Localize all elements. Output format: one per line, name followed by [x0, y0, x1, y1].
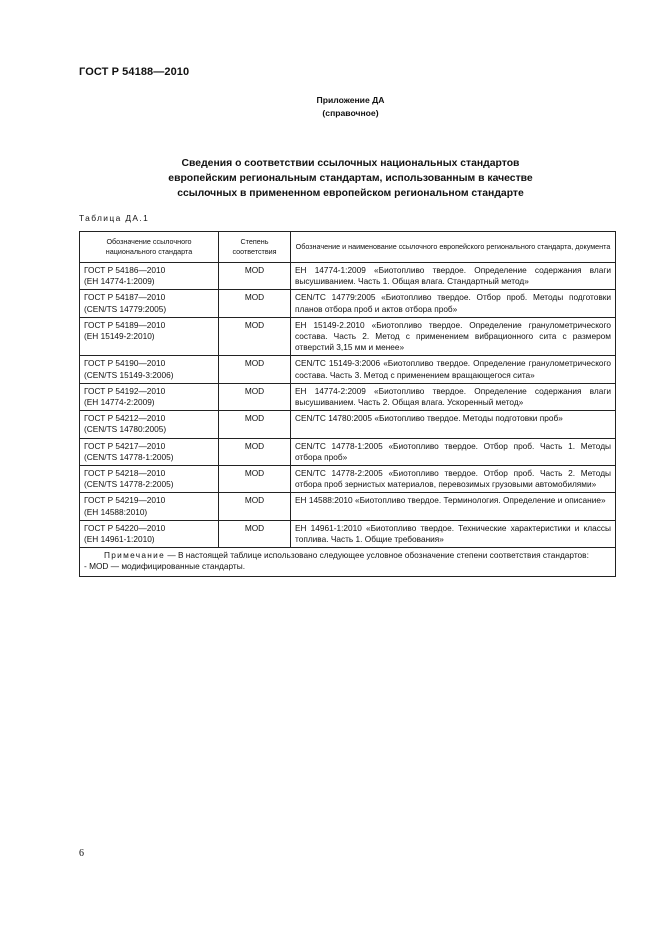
national-code: ГОСТ Р 54187—2010	[84, 292, 166, 303]
document-cell: CEN/TC 14780:2005 «Биотопливо твердое. Методы подготовки проб»	[291, 411, 616, 438]
degree-cell: MOD	[219, 493, 291, 520]
degree-cell: MOD	[219, 290, 291, 317]
national-code: ГОСТ Р 54192—2010	[84, 385, 166, 396]
national-code: ГОСТ Р 54212—2010	[84, 413, 166, 424]
column-header-degree: Степень соответствия	[219, 232, 291, 263]
appendix-subtitle: (справочное)	[322, 108, 379, 118]
national-code: ГОСТ Р 54217—2010	[84, 440, 166, 451]
page-number: 6	[79, 848, 84, 859]
national-code: ГОСТ Р 54219—2010	[84, 495, 166, 506]
table-row	[80, 383, 616, 410]
national-standard-cell	[80, 411, 219, 438]
european-equivalent: (ЕН 14774-2:2009)	[84, 397, 155, 408]
national-standard-cell	[80, 466, 219, 493]
european-equivalent: (CEN/TS 14780:2005)	[84, 424, 167, 435]
document-cell: CEN/TC 14778-2:2005 «Биотопливо твердое. Отбор проб. Часть 2. Методы отбора проб зернистых материалов, перевозимых грузовыми автомобилями»	[291, 466, 616, 493]
table-note	[80, 548, 616, 576]
column-header-national: Обозначение ссылочного национального стандарта	[80, 232, 219, 263]
table-row	[80, 356, 616, 383]
heading-line: Сведения о соответствии ссылочных национальных стандартов	[181, 158, 520, 169]
section-heading	[20, 156, 661, 201]
degree-cell: MOD	[219, 520, 291, 547]
table-row	[80, 520, 616, 547]
table-row	[80, 263, 616, 290]
document-cell: ЕН 15149-2.2010 «Биотопливо твердое. Определение гранулометрического состава. Часть 2. Метод с применением вибрационного сита с размером отверстий 3,15 мм и менее»	[291, 317, 616, 356]
appendix-title: Приложение ДА	[316, 95, 385, 105]
national-standard-cell	[80, 263, 219, 290]
national-standard-cell	[80, 290, 219, 317]
note-item: - MOD — модифицированные стандарты.	[84, 561, 246, 572]
table-label: Таблица ДА.1	[79, 213, 150, 223]
national-standard-cell	[80, 383, 219, 410]
degree-cell: MOD	[219, 263, 291, 290]
document-cell: CEN/TC 14779:2005 «Биотопливо твердое. Отбор проб. Методы подготовки планов отбора проб и актов отбора проб»	[291, 290, 616, 317]
european-equivalent: (ЕН 14588:2010)	[84, 506, 148, 517]
table-row	[80, 317, 616, 356]
national-standard-cell	[80, 356, 219, 383]
document-cell: CEN/TC 14778-1:2005 «Биотопливо твердое. Отбор проб. Часть 1. Методы отбора проб»	[291, 438, 616, 465]
degree-cell: MOD	[219, 356, 291, 383]
heading-line: европейским региональным стандартам, использованным в качестве	[168, 173, 533, 184]
degree-cell: MOD	[219, 317, 291, 356]
degree-cell: MOD	[219, 411, 291, 438]
national-standard-cell	[80, 520, 219, 547]
table-header-row	[80, 232, 616, 263]
national-standard-cell	[80, 317, 219, 356]
table-row	[80, 466, 616, 493]
correspondence-table	[79, 231, 616, 577]
document-cell: CEN/TC 15149-3:2006 «Биотопливо твердое. Определение гранулометрического состава. Часть 3. Метод с применением вращающегося сита»	[291, 356, 616, 383]
document-cell: ЕН 14588:2010 «Биотопливо твердое. Терминология. Определение и описание»	[291, 493, 616, 520]
document-cell: ЕН 14961-1:2010 «Биотопливо твердое. Технические характеристики и классы топлива. Часть 1. Общие требования»	[291, 520, 616, 547]
heading-line: ссылочных в примененном европейском региональном стандарте	[177, 188, 524, 199]
document-cell: ЕН 14774-1:2009 «Биотопливо твердое. Определение содержания влаги высушиванием. Часть 1. Общая влага. Стандартный метод»	[291, 263, 616, 290]
european-equivalent: (CEN/TS 15149-3:2006)	[84, 369, 174, 380]
national-code: ГОСТ Р 54190—2010	[84, 358, 166, 369]
table-note-row	[80, 548, 616, 576]
document-code: ГОСТ Р 54188—2010	[79, 66, 190, 78]
european-equivalent: (CEN/TS 14779:2005)	[84, 303, 167, 314]
degree-cell: MOD	[219, 466, 291, 493]
national-code: ГОСТ Р 54189—2010	[84, 319, 166, 330]
european-equivalent: (ЕН 14774-1:2009)	[84, 276, 155, 287]
table-row	[80, 493, 616, 520]
national-code: ГОСТ Р 54218—2010	[84, 468, 166, 479]
table-row	[80, 290, 616, 317]
appendix-heading	[0, 94, 661, 120]
note-title: Примечание	[104, 550, 166, 561]
national-standard-cell	[80, 438, 219, 465]
document-cell: ЕН 14774-2:2009 «Биотопливо твердое. Определение содержания влаги высушиванием. Часть 2. Общая влага. Ускоренный метод»	[291, 383, 616, 410]
european-equivalent: (CEN/TS 14778-2:2005)	[84, 479, 174, 490]
european-equivalent: (ЕН 14961-1:2010)	[84, 534, 155, 545]
table-row	[80, 411, 616, 438]
note-text: — В настоящей таблице использовано следующее условное обозначение степени соответствия стандартов:	[167, 550, 589, 561]
european-equivalent: (ЕН 15149-2:2010)	[84, 331, 155, 342]
european-equivalent: (CEN/TS 14778-1:2005)	[84, 451, 174, 462]
degree-cell: MOD	[219, 438, 291, 465]
national-code: ГОСТ Р 54186—2010	[84, 265, 166, 275]
table-row	[80, 438, 616, 465]
column-header-document: Обозначение и наименование ссылочного европейского регионального стандарта, документа	[291, 232, 616, 263]
national-code: ГОСТ Р 54220—2010	[84, 522, 166, 533]
degree-cell: MOD	[219, 383, 291, 410]
national-standard-cell	[80, 493, 219, 520]
